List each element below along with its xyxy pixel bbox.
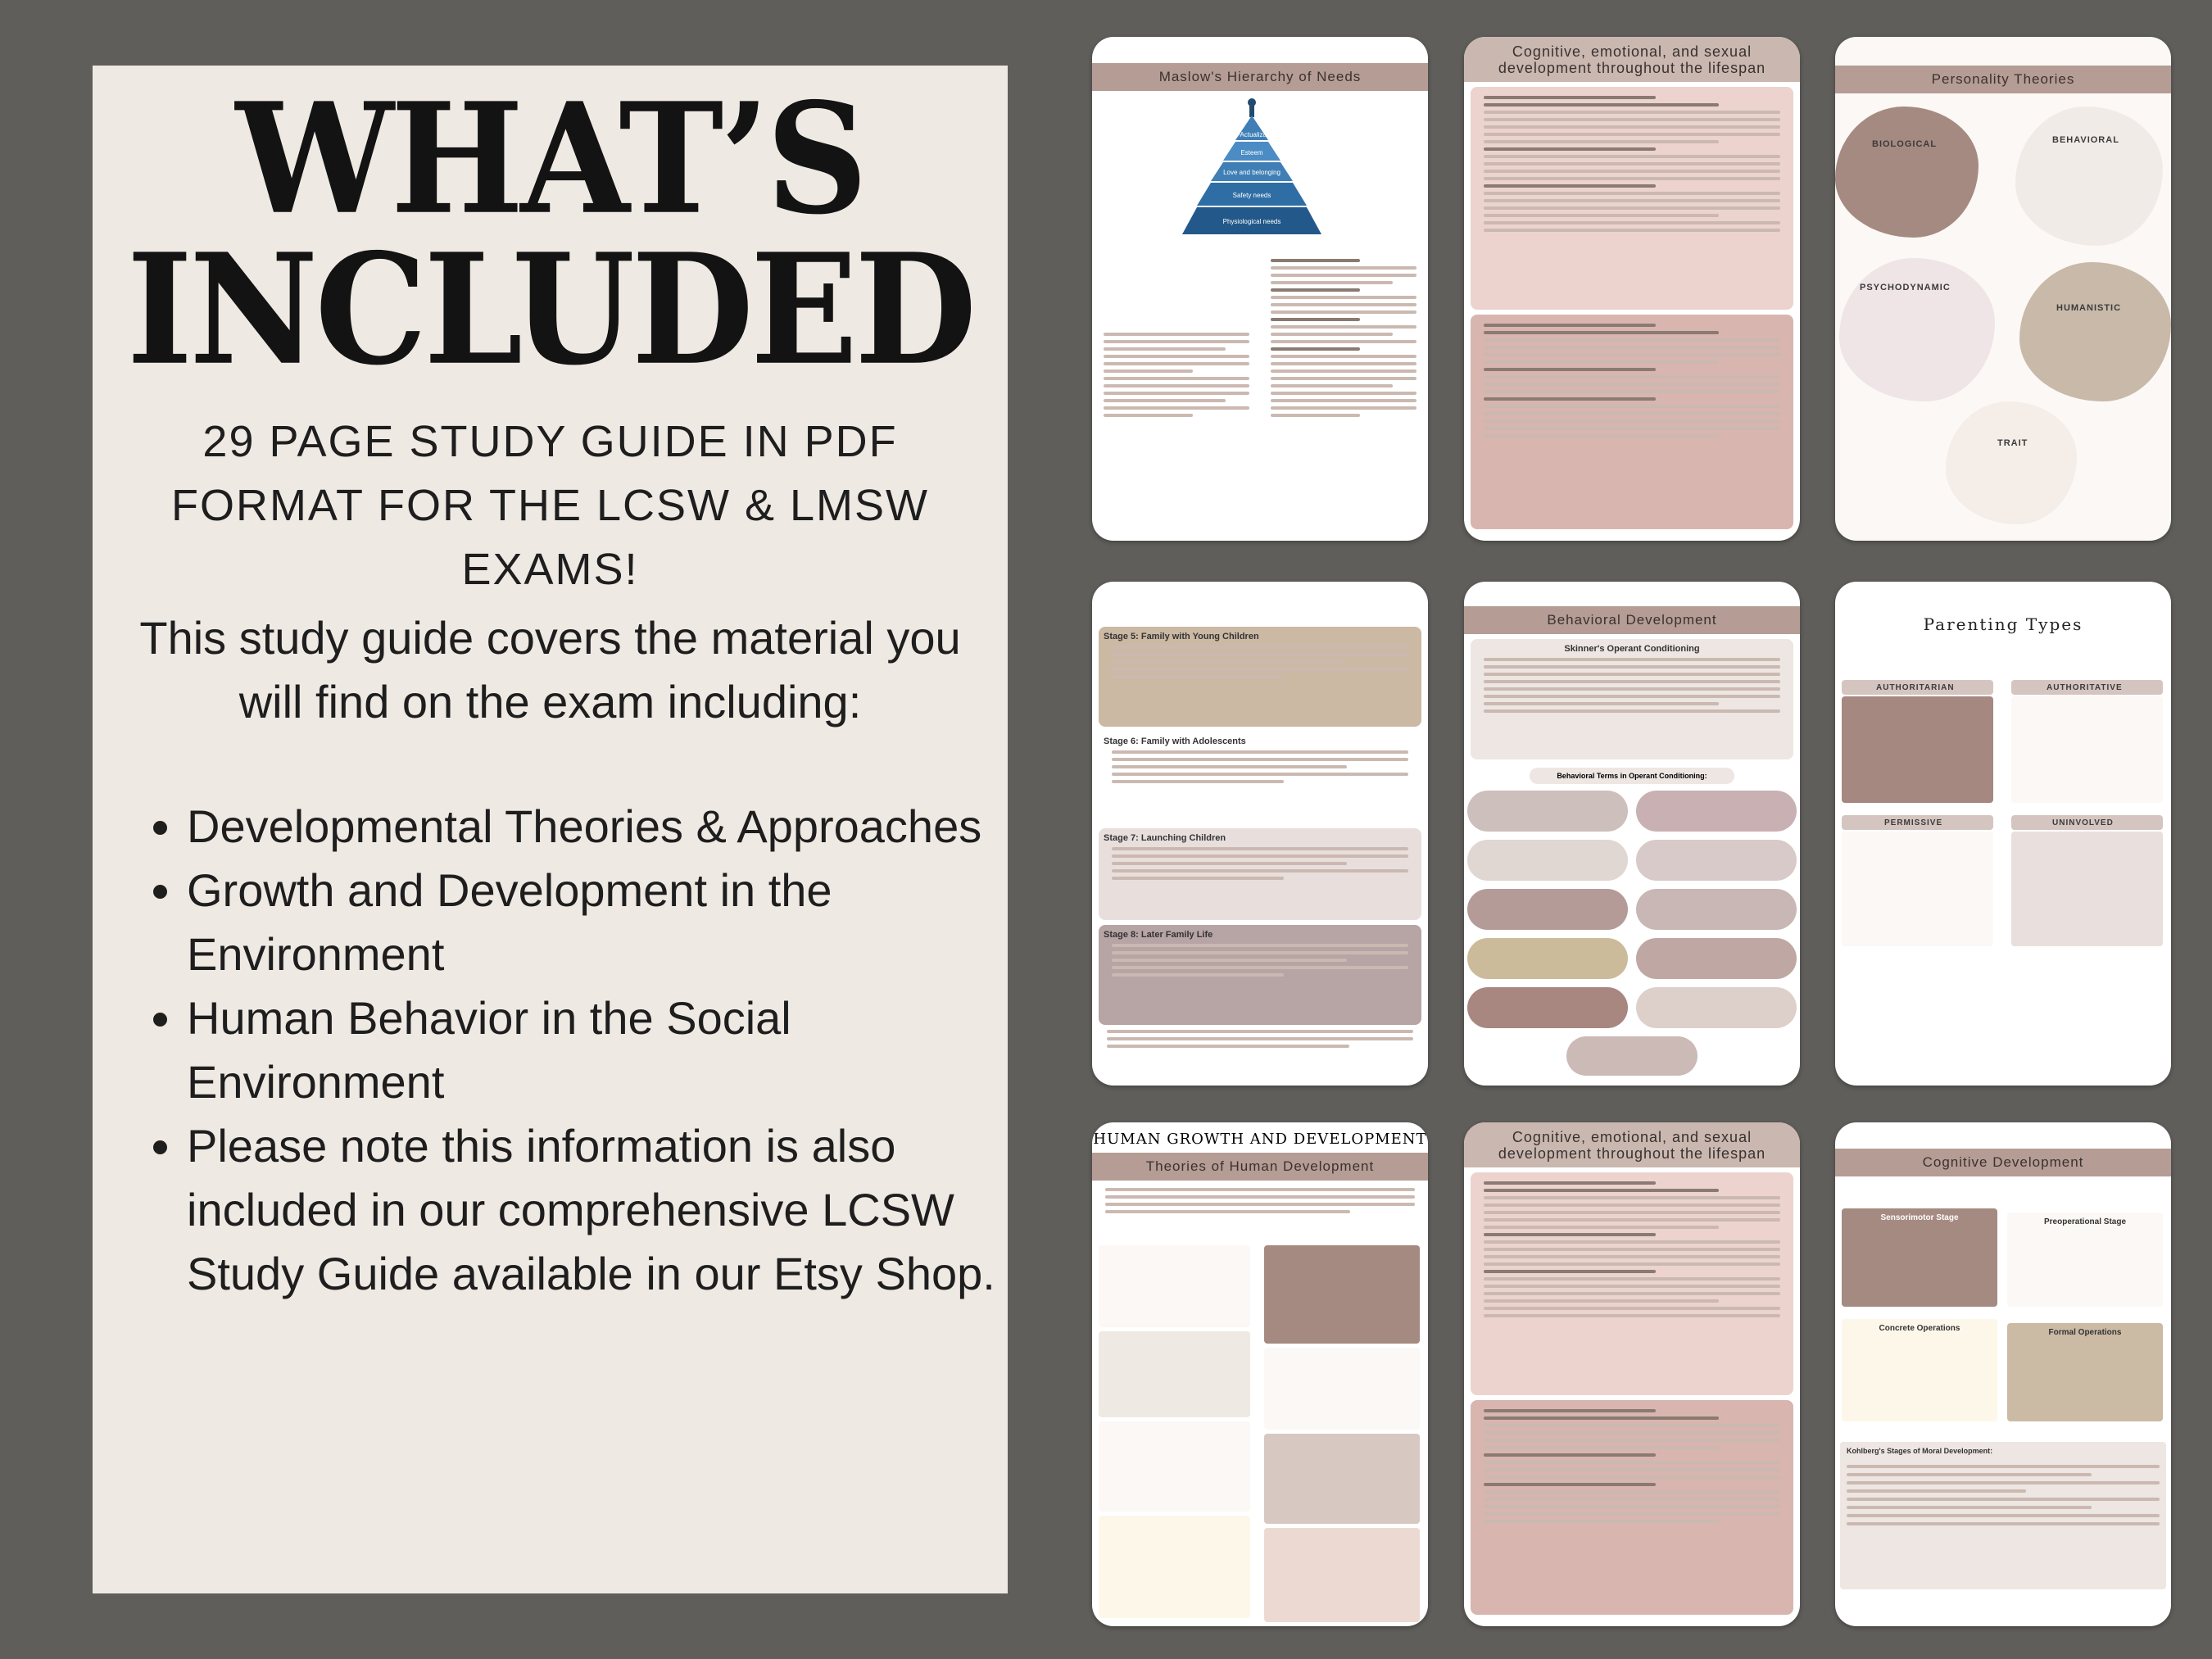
thumbnail-title: Cognitive Development	[1835, 1149, 2171, 1176]
topic-item: • Please note this information is also included in our comprehensive LCSW Study Guide available in our Etsy Shop.	[187, 1114, 1039, 1306]
maslow-text-columns	[1092, 255, 1428, 421]
pyramid-illustration	[1092, 91, 1428, 255]
thumbnail-behavioral-development	[1464, 582, 1800, 1086]
subtitle: Skinner's Operant Conditioning	[1564, 644, 1700, 654]
theory-label: BEHAVIORAL	[2052, 135, 2119, 145]
thumbnail-human-growth	[1092, 1122, 1428, 1626]
pyramid-level-label: Love and belonging	[1223, 169, 1281, 176]
stage-heading: Stage 5: Family with Young Children	[1104, 632, 1259, 641]
thumbnail-lifespan-development	[1464, 37, 1800, 541]
parenting-type-label: UNINVOLVED	[2052, 818, 2114, 827]
pyramid-level-label: Self-Actualization	[1226, 131, 1277, 138]
stage-label: Sensorimotor Stage	[1880, 1213, 1959, 1222]
theory-label: HUMANISTIC	[2056, 303, 2122, 313]
thumbnail-title: Behavioral Development	[1464, 606, 1800, 634]
info-panel	[93, 66, 1008, 1593]
thumbnail-family-life-stages	[1092, 582, 1428, 1086]
terms-heading: Behavioral Terms in Operant Conditioning:	[1530, 768, 1734, 784]
thumbnail-title: Personality Theories	[1835, 66, 2171, 93]
headline-whats: WHAT’S	[235, 68, 865, 249]
stage-heading: Stage 7: Launching Children	[1104, 833, 1226, 843]
pyramid-level-label: Physiological needs	[1222, 218, 1281, 225]
thumbnail-title: Cognitive, emotional, and sexual development throughout the lifespan	[1464, 1122, 1800, 1167]
stage-heading: Stage 6: Family with Adolescents	[1104, 737, 1246, 746]
intro-text: This study guide covers the material you will find on the exam including:	[139, 612, 961, 728]
headline-included: INCLUDED	[126, 219, 974, 400]
moral-heading: Kohlberg's Stages of Moral Development:	[1847, 1447, 1993, 1455]
thumbnail-subtitle: Theories of Human Development	[1092, 1153, 1428, 1181]
thumbnail-cognitive-development	[1835, 1122, 2171, 1626]
pyramid-level-label: Safety needs	[1232, 192, 1271, 199]
stage-label: Formal Operations	[2048, 1328, 2122, 1337]
thumbnail-maslow	[1092, 37, 1428, 541]
pyramid-level-label: Esteem	[1240, 149, 1263, 156]
theory-label: BIOLOGICAL	[1872, 139, 1938, 149]
topic-item: • Human Behavior in the Social Environment	[187, 986, 1039, 1114]
thumbnail-personality-theories	[1835, 37, 2171, 541]
topics-list	[142, 795, 1039, 1306]
stage-heading: Stage 8: Later Family Life	[1104, 930, 1213, 940]
parenting-type-label: PERMISSIVE	[1884, 818, 1943, 827]
stage-label: Concrete Operations	[1879, 1324, 1960, 1333]
thumbnail-parenting-types	[1835, 582, 2171, 1086]
topic-item: • Growth and Development in the Environment	[187, 859, 1039, 986]
study-guide-subhead: 29 PAGE STUDY GUIDE IN PDF FORMAT FOR THE LCSW & LMSW EXAMS!	[170, 417, 930, 594]
theory-label: PSYCHODYNAMIC	[1860, 283, 1951, 292]
parenting-type-label: AUTHORITATIVE	[2047, 683, 2123, 692]
theory-label: TRAIT	[1997, 438, 2028, 448]
topic-item: • Developmental Theories & Approaches	[187, 795, 1039, 859]
parenting-type-label: AUTHORITARIAN	[1876, 683, 1955, 692]
thumbnail-title: Maslow's Hierarchy of Needs	[1092, 63, 1428, 91]
thumbnail-title: Parenting Types	[1923, 614, 2083, 634]
thumbnail-title: Cognitive, emotional, and sexual development throughout the lifespan	[1464, 37, 1800, 82]
thumbnail-lifespan-development-2	[1464, 1122, 1800, 1626]
stage-label: Preoperational Stage	[2043, 1217, 2127, 1226]
thumbnail-title: HUMAN GROWTH AND DEVELOPMENT	[1093, 1131, 1427, 1148]
